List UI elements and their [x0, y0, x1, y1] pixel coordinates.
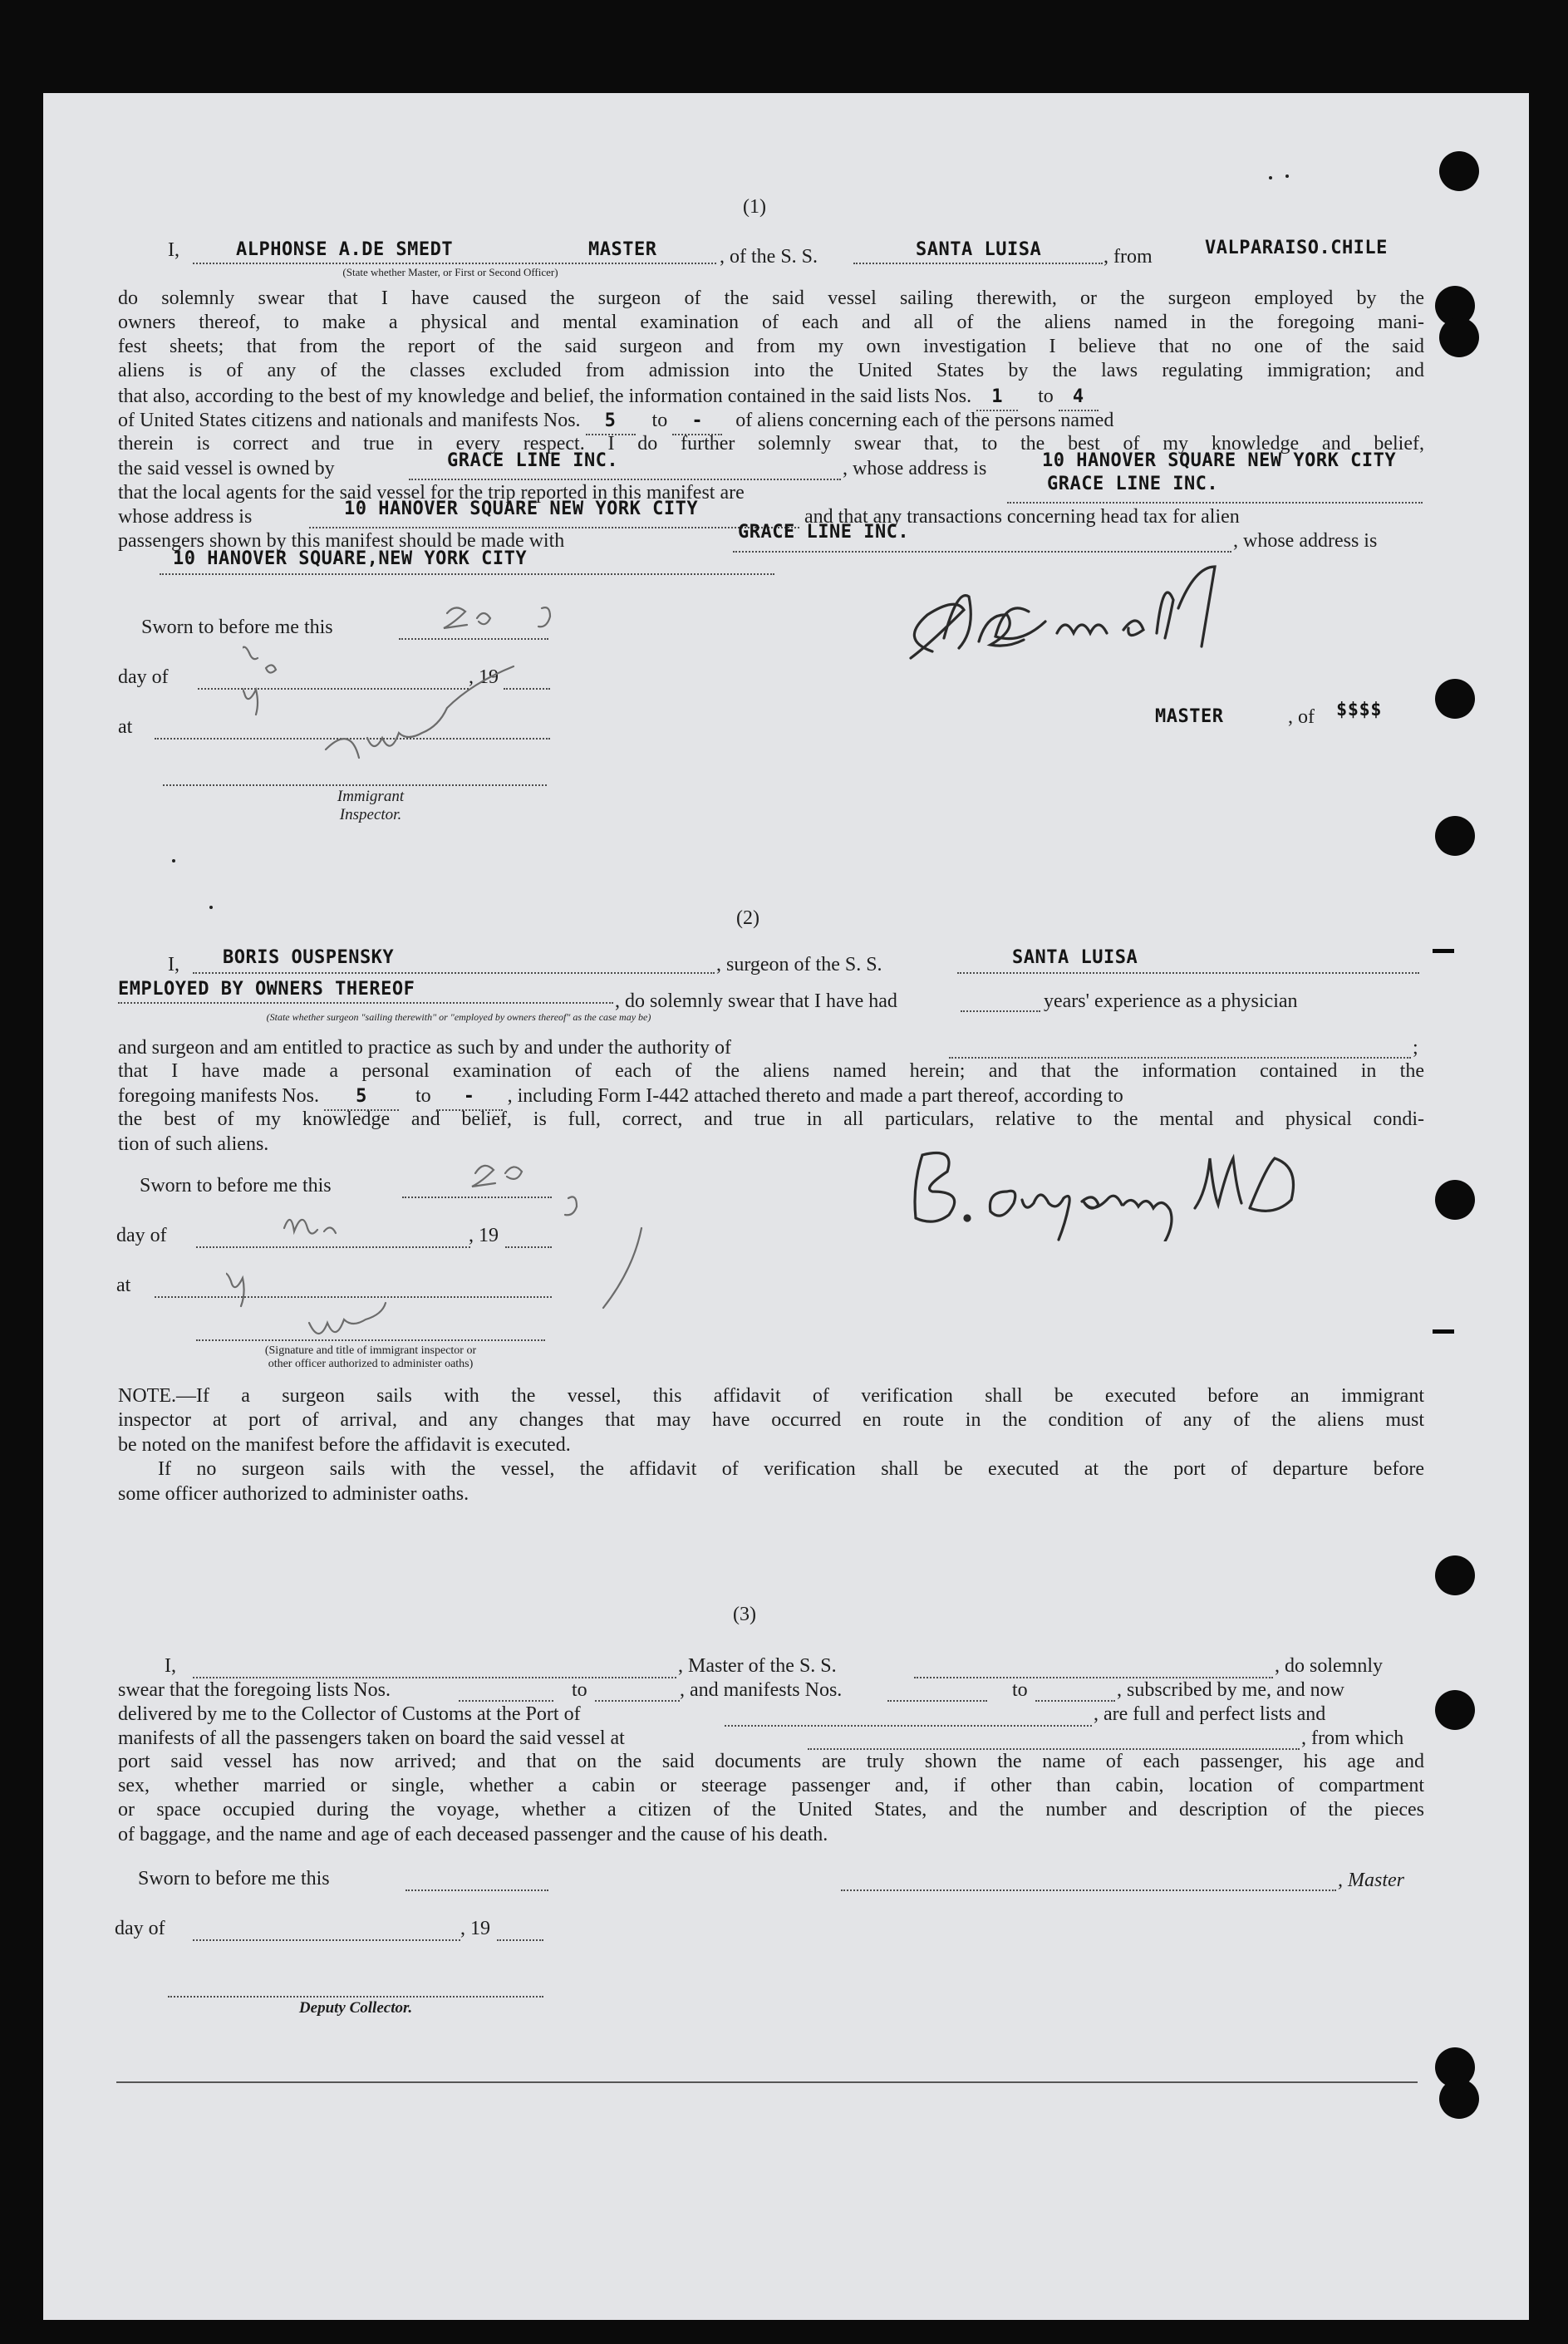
oath-line: fest sheets; that from the report of the said surgeon and from my own investigation I believe that no one of the said [118, 336, 1424, 357]
s3-l3-a: delivered by me to the Collector of Customs at the Port of [118, 1703, 581, 1725]
s3-master-rule [841, 1889, 1336, 1891]
section-1-number: (1) [743, 196, 766, 218]
s3-lists-to-rule [595, 1700, 680, 1702]
head-tax-address: 10 HANOVER SQUARE,NEW YORK CITY [173, 548, 528, 569]
manifests-to: - [691, 410, 704, 431]
years-rule [961, 1010, 1040, 1012]
s3-l2-a: swear that the foregoing lists Nos. [118, 1679, 391, 1701]
surgeon-manifests-tail: , including Form I-442 attached thereto and made a part thereof, according to [507, 1085, 1123, 1107]
vessel-rule [853, 263, 1103, 264]
handwritten-sworn-entries [226, 1148, 658, 1348]
section-2-number: (2) [736, 907, 759, 929]
speck [209, 906, 213, 909]
master-rank: MASTER [588, 239, 657, 260]
to-label: to [651, 410, 668, 431]
s3-sworn-label: Sworn to before me this [138, 1868, 330, 1889]
manifest-sheet [43, 93, 1529, 2320]
handwritten-sworn-entries [243, 592, 625, 791]
binder-mark [1433, 949, 1454, 953]
note-line: be noted on the manifest before the affidavit is executed. [118, 1434, 571, 1456]
authority-line [118, 1035, 731, 1060]
s3-body-line: port said vessel has now arrived; and that on the said documents are truly shown the name of each passenger, his age and [118, 1751, 1424, 1772]
oath-line: do solemnly swear that I have caused the surgeon of the said vessel sailing therewith, or the surgeon employed by the [118, 287, 1424, 309]
owner-address: 10 HANOVER SQUARE NEW YORK CITY [1042, 450, 1397, 471]
day-of-label: day of [116, 1225, 167, 1246]
lists-to: 4 [1072, 386, 1084, 407]
master-name: ALPHONSE A.DE SMEDT [236, 239, 454, 260]
inspector-caption: Immigrant Inspector. [337, 788, 405, 823]
surgeon-signature-text [924, 1173, 1073, 1198]
month-value [243, 655, 277, 680]
s3-l1-c: , do solemnly [1275, 1655, 1383, 1677]
binder-hole [1435, 679, 1475, 719]
of-value: $$$$ [1336, 700, 1382, 720]
exam-line: that I have made a personal examination of each of the aliens named herein; and that the information contained in the [118, 1060, 1424, 1082]
s3-l4-b: , from which [1301, 1727, 1404, 1749]
authority-text: and surgeon and am entitled to practice as such by and under the authority of [118, 1037, 731, 1059]
rank-note: (State whether Master, or First or Second Officer) [342, 266, 558, 278]
section-3-number: (3) [733, 1604, 756, 1625]
binder-hole [1435, 1555, 1475, 1595]
from-label: , from [1103, 246, 1153, 268]
years-text: , do solemnly swear that I have had [615, 990, 897, 1012]
sworn-label: Sworn to before me this [140, 1175, 332, 1197]
master-signature-text [941, 608, 1046, 633]
s3-year-rule [497, 1939, 543, 1941]
month-value [292, 1215, 327, 1240]
years-tail: years' experience as a physician [1044, 990, 1298, 1012]
surgeon-of-label: , surgeon of the S. S. [716, 954, 882, 975]
binder-hole [1439, 151, 1479, 191]
binder-hole [1435, 816, 1475, 856]
surgeon-vessel-rule [957, 972, 1419, 974]
manifests-from: 5 [604, 410, 617, 431]
handwritten-entries-svg [226, 1148, 658, 1348]
note-line: some officer authorized to administer oaths. [118, 1483, 469, 1505]
vessel-name: SANTA LUISA [916, 239, 1042, 260]
s3-collector-rule [168, 1996, 543, 1998]
speck [1285, 174, 1289, 178]
authority-rule [949, 1057, 1411, 1059]
owned-text: the said vessel is owned by [118, 458, 335, 479]
master-name-rule [193, 263, 716, 264]
s3-l3-b: , are full and perfect lists and [1094, 1703, 1326, 1725]
from-port: VALPARAISO.CHILE [1205, 238, 1388, 258]
sworn-label: Sworn to before me this [141, 617, 333, 638]
surgeon-manifests-text: foregoing manifests Nos. [118, 1085, 319, 1107]
manifests-text: of United States citizens and nationals and manifests Nos. [118, 410, 581, 431]
s3-l4-a: manifests of all the passengers taken on board the said vessel at [118, 1727, 625, 1749]
bottom-rule [116, 2081, 1418, 2083]
s3-month-rule [193, 1939, 460, 1941]
of-the-ss-label: , of the S. S. [720, 246, 818, 268]
s3-l2-b: to [572, 1679, 587, 1701]
head-tax-agent: GRACE LINE INC. [738, 522, 910, 543]
s3-l2-c: , and manifests Nos. [680, 1679, 843, 1701]
comma-19-label: , 19 [469, 666, 499, 688]
s3-port-rule [725, 1725, 1092, 1727]
owner-name: GRACE LINE INC. [447, 450, 619, 471]
year-value [535, 1215, 555, 1240]
note-line: NOTE.—If a surgeon sails with the vessel, this affidavit of verification shall be executed before an immigrant [118, 1385, 1424, 1407]
head-tax-text: and that any transactions concerning head tax for alien [804, 506, 1240, 528]
agents-address-label: whose address is [118, 506, 253, 528]
speck [1269, 176, 1272, 179]
at-label: at [116, 1275, 131, 1296]
surgeon-name-rule [193, 972, 715, 974]
year-value [538, 655, 558, 680]
agents-rule [1007, 502, 1423, 504]
agents-text: that the local agents for the said vessel for the trip reported in this manifest are [118, 482, 745, 504]
s3-l1-a: I, [165, 1655, 176, 1677]
officer-caption-2: other officer authorized to administer oaths) [268, 1358, 474, 1370]
s3-sworn-rule [406, 1889, 548, 1891]
surgeon-pre-label: I, [168, 954, 179, 975]
oath-line: aliens is of any of the classes excluded from admission into the United States by the laws regulating immigration; and [118, 360, 1424, 381]
place-value [259, 705, 288, 730]
surgeon-name: BORIS OUSPENSKY [223, 947, 395, 968]
surgeon-manifests-to: - [463, 1086, 475, 1107]
note-line: inspector at port of arrival, and any changes that may have occurred en route in the condition of any of the aliens must [118, 1409, 1424, 1431]
s3-master-caption: , Master [1338, 1870, 1404, 1891]
s3-l2-e: , subscribed by me, and now [1117, 1679, 1344, 1701]
employment-note: (State whether surgeon "sailing therewith" or "employed by owners thereof" as the case may be) [266, 1011, 651, 1023]
to-label: to [415, 1085, 431, 1107]
owner-line [118, 456, 335, 481]
surgeon-employment: EMPLOYED BY OWNERS THEREOF [118, 979, 415, 1000]
binder-hole [1439, 317, 1479, 357]
passengers-text: passengers shown by this manifest should be made with [118, 530, 565, 552]
employment-rule [118, 1002, 613, 1004]
therein-line: therein is correct and true in every respect. I do further solemnly swear that, to the best of my knowledge and belief, [118, 433, 1424, 455]
owner-address-label: , whose address is [843, 458, 987, 479]
speck [172, 859, 175, 862]
s3-body-line: sex, whether married or single, whether a cabin or steerage passenger and, if other than cabin, location of compartment [118, 1775, 1424, 1796]
of-label: , of [1288, 706, 1315, 728]
sworn-day-value [457, 602, 477, 627]
lists-from: 1 [991, 386, 1003, 407]
master-statement-line [168, 238, 179, 263]
officer-caption-1: (Signature and title of immigrant inspector or [264, 1344, 477, 1357]
head-tax-address-rule [160, 573, 774, 575]
binder-hole [1439, 2079, 1479, 2119]
binder-mark [1433, 1329, 1454, 1334]
head-tax-address-label: , whose address is [1233, 530, 1378, 552]
s3-l1-b: , Master of the S. S. [678, 1655, 837, 1677]
master-title: MASTER [1155, 706, 1224, 727]
s3-day-of-label: day of [115, 1918, 165, 1939]
s3-manifests-from-rule [887, 1700, 987, 1702]
note-line: If no surgeon sails with the vessel, the affidavit of verification shall be executed at the port of departure before [158, 1458, 1424, 1480]
comma-19-label: , 19 [469, 1225, 499, 1246]
pre-label: I, [168, 239, 179, 261]
surgeon-vessel: SANTA LUISA [1012, 947, 1138, 968]
s3-body-line: or space occupied during the voyage, whether a citizen of the United States, and the number and description of the pieces [118, 1799, 1424, 1821]
place-value [259, 1265, 288, 1290]
best-knowledge-line: the best of my knowledge and belief, is full, correct, and true in all particulars, relative to the mental and physical condi- [118, 1108, 1424, 1130]
s3-comma-19-label: , 19 [460, 1918, 490, 1939]
s3-l2-d: to [1012, 1679, 1028, 1701]
sworn-day-value [475, 1162, 495, 1187]
agents-address: 10 HANOVER SQUARE NEW YORK CITY [344, 499, 699, 519]
day-of-label: day of [118, 666, 169, 688]
agents-name: GRACE LINE INC. [1047, 474, 1219, 494]
agents-address-line [118, 504, 252, 529]
binder-hole [1435, 1690, 1475, 1730]
to-label: to [1038, 386, 1054, 407]
manifests-tail: of aliens concerning each of the persons named [735, 410, 1114, 431]
head-tax-agent-rule [733, 551, 1231, 553]
s3-collector-caption: Deputy Collector. [298, 1999, 413, 2017]
handwritten-entries-svg [243, 592, 625, 791]
tion-line: tion of such aliens. [118, 1133, 269, 1155]
surgeon-manifests-from: 5 [356, 1086, 367, 1107]
oath-line: owners thereof, to make a physical and mental examination of each and all of the aliens named in the foregoing mani- [118, 312, 1424, 333]
authority-semicolon: ; [1413, 1037, 1418, 1059]
s3-body-line: of baggage, and the name and age of each deceased passenger and the cause of his death. [118, 1824, 828, 1845]
at-label: at [118, 716, 133, 738]
binder-hole [1435, 1180, 1475, 1220]
lists-text: that also, according to the best of my knowledge and belief, the information contained in the said lists Nos. [118, 386, 972, 407]
